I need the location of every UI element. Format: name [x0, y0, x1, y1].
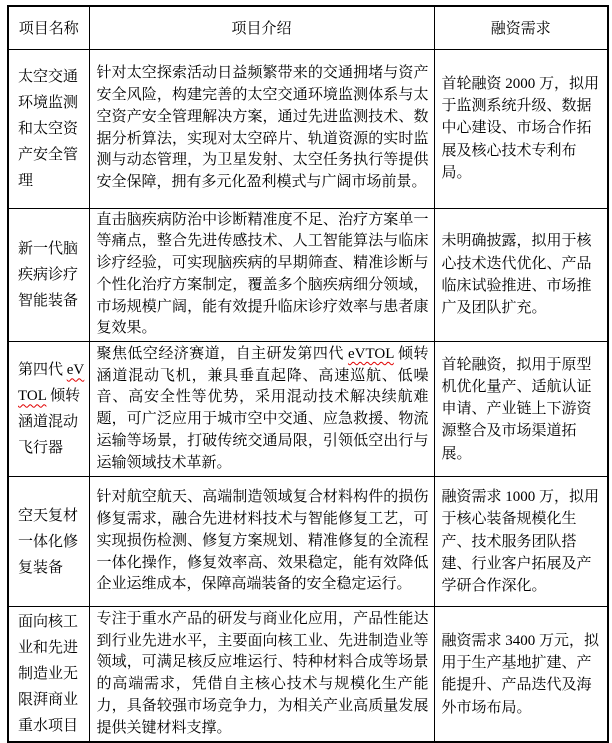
table-row	[8, 477, 608, 607]
funding-need-cell: 首轮融资 2000 万，拟用于监测系统升级、数据中心建设、市场合作拓展及核心技术专利布局。	[434, 49, 608, 208]
funding-need-cell: 融资需求 3400 万元，拟用于生产基地扩建、产能提升、产品迭代及海外市场布局。	[434, 607, 608, 743]
project-name-cell: 面向核工业和先进制造业无限湃商业重水项目	[8, 607, 89, 743]
project-financing-table	[7, 5, 609, 743]
project-name-cell: 空天复材一体化修复装备	[8, 477, 89, 607]
table-row	[8, 342, 608, 477]
header-project-name: 项目名称	[8, 6, 89, 49]
header-funding-need: 融资需求	[434, 6, 608, 49]
project-intro-cell: 直击脑疾病防治中诊断精准度不足、治疗方案单一等痛点，整合先进传感技术、人工智能算法与临床诊疗经验，可实现脑疾病的早期筛查、精准诊断与个性化治疗方案制定，覆盖多个脑疾病细分领域，市场规模广阔，能有效提升临床诊疗效率与患者康复效果。	[89, 208, 434, 342]
header-project-intro: 项目介绍	[89, 6, 434, 49]
project-intro-cell: 针对太空探索活动日益频繁带来的交通拥堵与资产安全风险，构建完善的太空交通环境监测体系与太空资产安全管理解决方案，通过先进监测技术、数据分析算法，实现对太空碎片、轨道资源的实时监测与动态管理，为卫星发射、太空任务执行等提供安全保障，拥有多元化盈利模式与广阔市场前景。	[89, 49, 434, 208]
funding-need-cell: 未明确披露，拟用于核心技术迭代优化、产品临床试验推进、市场推广及团队扩充。	[434, 208, 608, 342]
funding-need-cell: 融资需求 1000 万，拟用于核心装备规模化生产、技术服务团队搭建、行业客户拓展及产学研合作深化。	[434, 477, 608, 607]
spellcheck-underline: eVTOL	[18, 362, 85, 405]
project-intro-cell: 专注于重水产品的研发与商业化应用，产品性能达到行业先进水平，主要面向核工业、先进制造业等领域，可满足核反应堆运行、特种材料合成等场景的高端需求，凭借自主核心技术与规模化生产能力，具备较强市场竞争力，为相关产业高质量发展提供关键材料支撑。	[89, 607, 434, 743]
header-row	[8, 6, 608, 49]
table-row	[8, 607, 608, 743]
table-row	[8, 208, 608, 342]
project-name-cell: 新一代脑疾病诊疗智能装备	[8, 208, 89, 342]
table-row	[8, 49, 608, 208]
spellcheck-underline: eVTOL	[347, 345, 394, 362]
project-name-cell: 太空交通环境监测和太空资产安全管理	[8, 49, 89, 208]
project-intro-cell: 聚焦低空经济赛道，自主研发第四代 eVTOL 倾转涵道混动飞机，兼具垂直起降、高速巡航、低噪音、高安全性等优势，采用混动技术解决续航难题，可广泛应用于城市空中交通、应急救援、物流运输等场景，打破传统交通局限，引领低空出行与运输领域技术革新。	[89, 342, 434, 477]
project-intro-cell: 针对航空航天、高端制造领域复合材料构件的损伤修复需求，融合先进材料技术与智能修复工艺，可实现损伤检测、修复方案规划、精准修复的全流程一体化操作，修复效率高、效果稳定，能有效降低企业运维成本，保障高端装备的安全稳定运行。	[89, 477, 434, 607]
funding-need-cell: 首轮融资，拟用于原型机优化量产、适航认证申请、产业链上下游资源整合及市场渠道拓展。	[434, 342, 608, 477]
project-name-cell: 第四代 eVTOL 倾转涵道混动飞行器	[8, 342, 89, 477]
